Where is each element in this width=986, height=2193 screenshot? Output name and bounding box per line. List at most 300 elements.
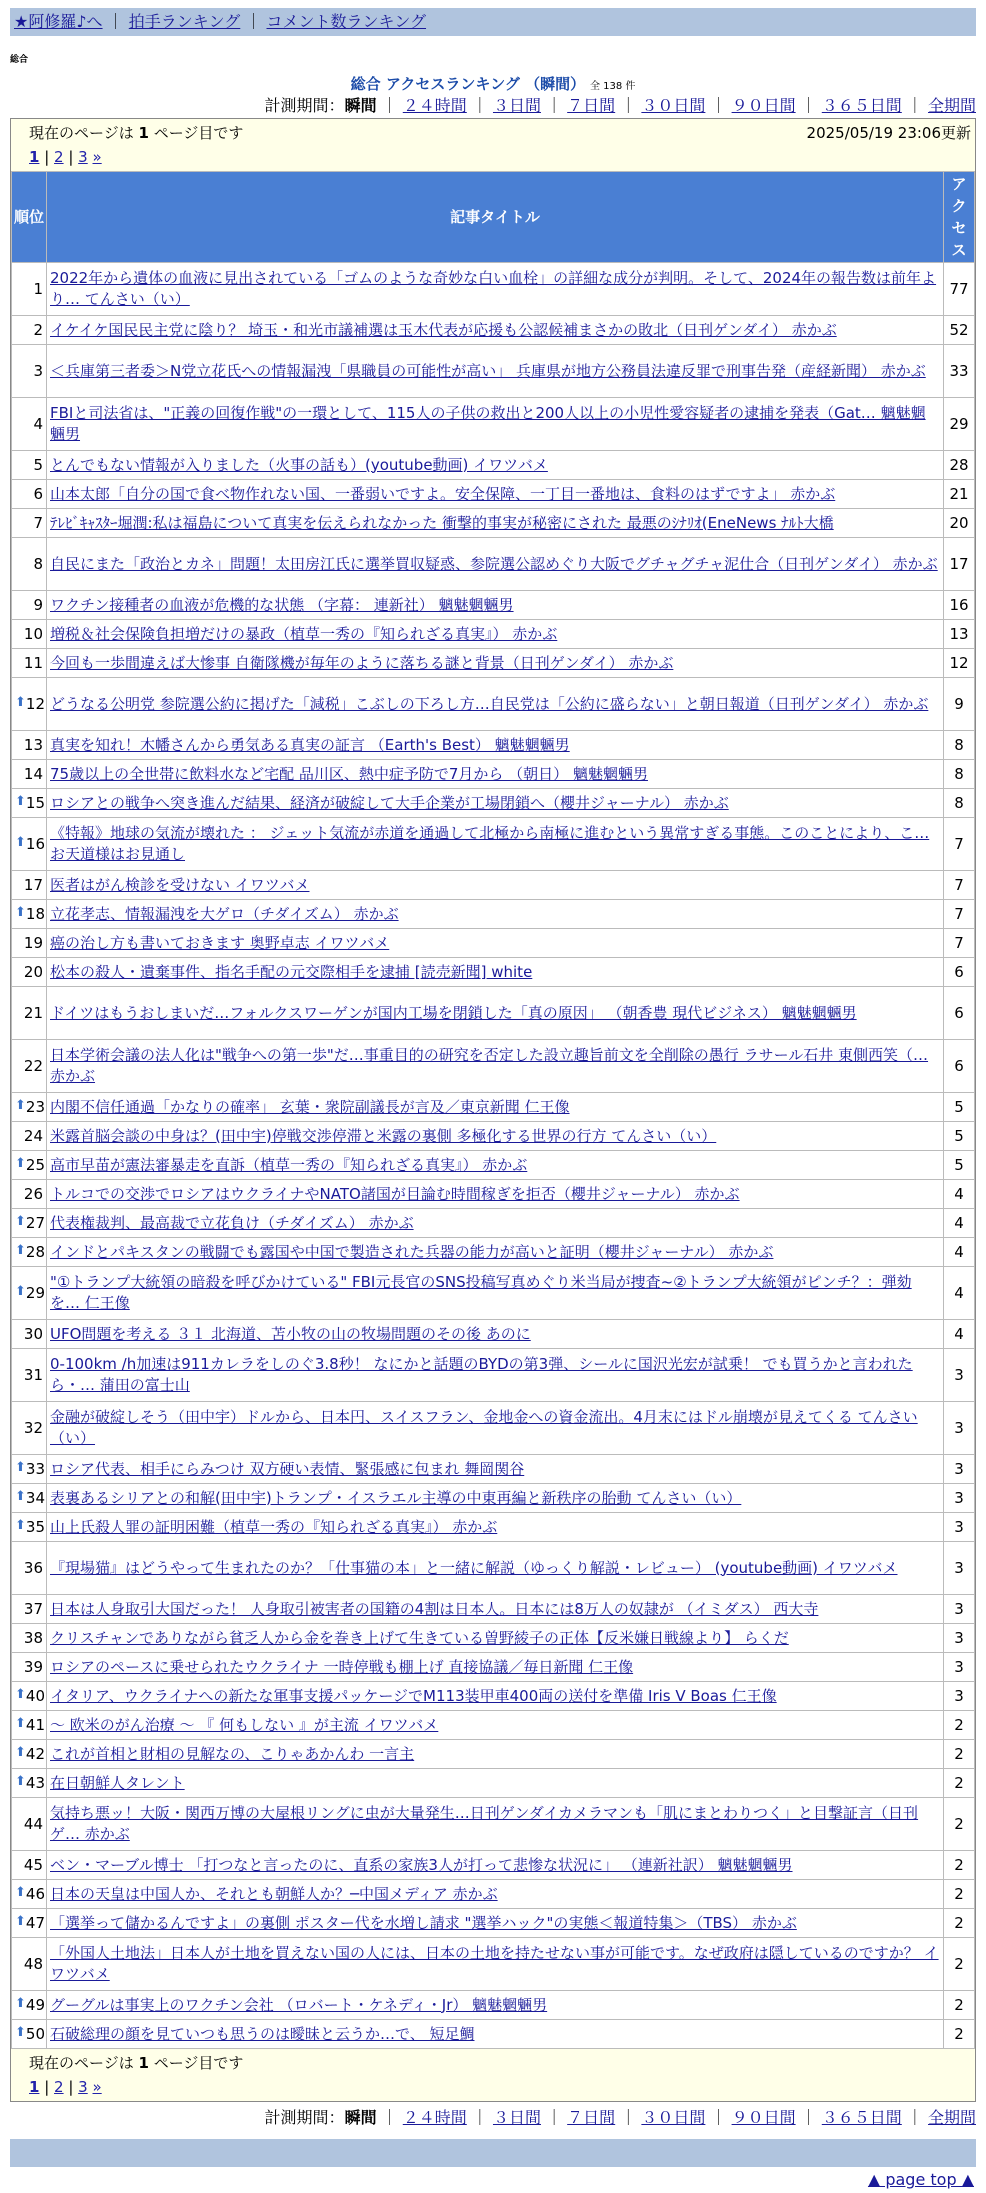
table-row (12, 1267, 975, 1320)
rank-cell (12, 1402, 47, 1455)
rank-number: 30 (23, 1325, 43, 1343)
period-link[interactable]: ９０日間 (731, 96, 796, 115)
title-cell (47, 2020, 944, 2049)
ranking-title: 総合 アクセスランキング （瞬間） (350, 75, 586, 93)
rank-cell (12, 1455, 47, 1484)
rank-number: 4 (33, 415, 43, 433)
rank-cell (12, 1798, 47, 1851)
table-row (12, 900, 975, 929)
home-link[interactable]: ★阿修羅♪へ (14, 12, 103, 31)
article-link[interactable]: どうなる公明党 参院選公約に掲げた「減税」こぶしの下ろし方…自民党は「公約に盛らない」と朝日報道（日刊ゲンダイ） 赤かぶ (50, 694, 929, 713)
access-count: 8 (944, 731, 975, 760)
title-cell (47, 900, 944, 929)
rank-cell (12, 1769, 47, 1798)
table-row (12, 1122, 975, 1151)
rank-cell (12, 451, 47, 480)
article-link[interactable]: 増税＆社会保険負担増だけの暴政（植草一秀の『知られざる真実』） 赤かぶ (50, 624, 558, 643)
table-row (12, 678, 975, 731)
pager-next-link[interactable]: » (92, 2078, 102, 2096)
access-count: 4 (944, 1209, 975, 1238)
title-cell (47, 1209, 944, 1238)
article-link[interactable]: 「外国人土地法」日本人が土地を買えない国の人には、日本の土地を持たせない事が可能です。なぜ政府は隠しているのですか？ イワツバメ (50, 1944, 939, 1983)
title-cell (47, 1267, 944, 1320)
rank-cell (12, 1513, 47, 1542)
applause-ranking-link[interactable]: 拍手ランキング (128, 12, 241, 31)
rank-cell (12, 2020, 47, 2049)
access-count: 6 (944, 1040, 975, 1093)
access-count: 7 (944, 818, 975, 871)
access-count: 6 (944, 987, 975, 1040)
table-row (12, 1180, 975, 1209)
rank-number: 34 (25, 1489, 45, 1507)
period-selector (10, 94, 976, 118)
rank-cell (12, 929, 47, 958)
rank-cell (12, 871, 47, 900)
rank-number: 48 (23, 1955, 43, 1973)
table-row (12, 1851, 975, 1880)
item-count: 全 138 件 (589, 81, 636, 92)
table-row (12, 1209, 975, 1238)
article-link[interactable]: 山本太郎「自分の国で食べ物作れない国、一番弱いですよ。安全保障、一丁目一番地は、食料のはずですよ」 赤かぶ (50, 484, 836, 503)
pager-next-link[interactable]: » (92, 148, 102, 166)
rank-number: 20 (23, 963, 43, 981)
period-link[interactable]: ３６５日間 (821, 2108, 902, 2127)
access-count: 5 (944, 1122, 975, 1151)
access-count: 4 (944, 1267, 975, 1320)
table-row (12, 1938, 975, 1991)
title-cell (47, 1513, 944, 1542)
rank-number: 26 (23, 1185, 43, 1203)
table-row (12, 451, 975, 480)
article-link[interactable]: 代表権裁判、最高裁で立花負け（チダイズム） 赤かぶ (50, 1213, 414, 1232)
title-cell (47, 1349, 944, 1402)
table-row (12, 1682, 975, 1711)
rank-cell (12, 1740, 47, 1769)
pager-separator: | (63, 2078, 79, 2096)
page-title (10, 74, 976, 94)
rank-cell (12, 1711, 47, 1740)
article-link[interactable]: 医者はがん検診を受けない イワツバメ (50, 875, 310, 894)
title-cell (47, 1238, 944, 1267)
article-link[interactable]: イタリア、ウクライナへの新たな軍事支援パッケージでM113装甲車400両の送付を準備 Iris V Boas 仁王像 (50, 1686, 777, 1705)
rank-number: 46 (25, 1885, 45, 1903)
title-cell (47, 1880, 944, 1909)
article-link[interactable]: 癌の治し方も書いておきます 奥野卓志 イワツバメ (50, 933, 390, 952)
article-link[interactable]: UFO問題を考える ３１ 北海道、苫小牧の山の牧場問題のその後 あのに (50, 1324, 531, 1343)
rank-number: 49 (25, 1996, 45, 2014)
pager-page-link[interactable]: 1 (29, 148, 40, 166)
rank-number: 22 (23, 1057, 43, 1075)
article-link[interactable]: ドイツはもうおしまいだ…フォルクスワーゲンが国内工場を閉鎖した「真の原因」 （朝香豊 現代ビジネス） 魑魅魍魎男 (50, 1003, 857, 1022)
access-count: 6 (944, 958, 975, 987)
pager-page-link[interactable]: 2 (54, 148, 64, 166)
table-row (12, 1653, 975, 1682)
article-link[interactable]: 立花孝志、情報漏洩を大ゲロ（チダイズム） 赤かぶ (50, 904, 399, 923)
table-row (12, 1909, 975, 1938)
table-row (12, 2020, 975, 2049)
pager-separator: | (39, 2078, 55, 2096)
period-separator: ｜ (466, 96, 493, 115)
access-count: 3 (944, 1653, 975, 1682)
page-top-link[interactable]: ▲ page top ▲ (867, 2170, 974, 2189)
table-row (12, 591, 975, 620)
access-count: 3 (944, 1349, 975, 1402)
title-cell (47, 987, 944, 1040)
article-link[interactable]: ﾃﾚﾋﾞｷｬｽﾀｰ堀潤:私は福島について真実を伝えられなかった 衝撃的事実が秘密にされた 最悪のｼﾅﾘｵ(EneNews ﾅﾙﾄ大橋 (50, 513, 834, 532)
pager-top (11, 119, 975, 171)
article-link[interactable]: 内閣不信任通過「かなりの確率」 玄葉・衆院副議長が言及／東京新聞 仁王像 (50, 1097, 570, 1116)
rank-number: 17 (23, 876, 43, 894)
title-cell (47, 1151, 944, 1180)
title-cell (47, 818, 944, 871)
article-link[interactable]: 表裏あるシリアとの和解(田中宇)トランプ・イスラエル主導の中東再編と新秩序の胎動 てんさい（い） (50, 1488, 742, 1507)
period-separator: ｜ (540, 2108, 568, 2127)
access-count: 29 (944, 398, 975, 451)
article-link[interactable]: 高市早苗が憲法審暴走を直訴（植草一秀の『知られざる真実』） 赤かぶ (50, 1155, 528, 1174)
rank-up-arrow-icon: ⬆ (15, 1774, 26, 1789)
title-cell (47, 1682, 944, 1711)
rank-number: 43 (25, 1774, 45, 1792)
period-selector-bottom (10, 2105, 976, 2131)
title-cell (47, 538, 944, 591)
rank-up-arrow-icon: ⬆ (15, 905, 26, 920)
article-link[interactable]: とんでもない情報が入りました（火事の話も）(youtube動画) イワツバメ (50, 455, 548, 474)
access-count: 21 (944, 480, 975, 509)
rank-up-arrow-icon: ⬆ (15, 1716, 26, 1731)
table-row (12, 1238, 975, 1267)
period-current: 瞬間 (344, 96, 377, 115)
table-row (12, 1349, 975, 1402)
title-cell (47, 1320, 944, 1349)
title-cell (47, 1484, 944, 1513)
pager-current-page: 1 (138, 124, 149, 142)
access-count: 77 (944, 263, 975, 316)
access-count: 13 (944, 620, 975, 649)
header-access: アクセス (944, 172, 975, 263)
rank-up-arrow-icon: ⬆ (15, 1996, 26, 2011)
rank-up-arrow-icon: ⬆ (15, 695, 26, 710)
period-label: 計測期間： (264, 96, 345, 115)
period-link[interactable]: 全期間 (927, 2108, 976, 2127)
article-link[interactable]: 在日朝鮮人タレント (50, 1773, 185, 1792)
rank-number: 23 (25, 1098, 45, 1116)
access-count: 5 (944, 1093, 975, 1122)
access-count: 5 (944, 1151, 975, 1180)
article-link[interactable]: ベン・マーブル博士 「打つなと言ったのに、直系の家族3人が打って悲惨な状況に」 （連新社訳） 魑魅魍魎男 (50, 1855, 793, 1874)
rank-up-arrow-icon: ⬆ (15, 1518, 26, 1533)
rank-cell (12, 1484, 47, 1513)
rank-number: 29 (25, 1284, 45, 1302)
article-link[interactable]: 石破総理の顔を見ていつも思うのは曖昧と云うか…で、 短足鯛 (50, 2024, 475, 2043)
period-separator: ｜ (376, 96, 403, 115)
access-count: 2 (944, 1991, 975, 2020)
table-row (12, 1542, 975, 1595)
rank-number: 25 (25, 1156, 45, 1174)
rank-up-arrow-icon: ⬆ (15, 1214, 26, 1229)
table-row (12, 871, 975, 900)
article-link[interactable]: 「選挙って儲かるんですよ」の裏側 ポスター代を水増し請求 "選挙ハック"の実態＜報道特集＞（TBS） 赤かぶ (50, 1913, 797, 1932)
title-cell (47, 789, 944, 818)
rank-cell (12, 263, 47, 316)
pager-links (29, 145, 975, 169)
table-row (12, 760, 975, 789)
rank-up-arrow-icon: ⬆ (15, 1687, 26, 1702)
rank-number: 35 (25, 1518, 45, 1536)
table-row (12, 1455, 975, 1484)
article-link[interactable]: イケイケ国民民主党に陰り？ 埼玉・和光市議補選は玉木代表が応援も公認候補まさかの敗北（日刊ゲンダイ） 赤かぶ (50, 320, 837, 339)
access-count: 2 (944, 1740, 975, 1769)
rank-cell (12, 1938, 47, 1991)
title-cell (47, 263, 944, 316)
article-link[interactable]: 75歳以上の全世帯に飲料水など宅配 品川区、熱中症予防で7月から （朝日） 魑魅魍魎男 (50, 764, 648, 783)
rank-up-arrow-icon: ⬆ (15, 1914, 26, 1929)
period-link[interactable]: ３６５日間 (821, 96, 902, 115)
article-link[interactable]: グーグルは事実上のワクチン会社 （ロバート・ケネディ・Jr） 魑魅魍魎男 (50, 1995, 548, 2014)
title-cell (47, 958, 944, 987)
rank-cell (12, 1122, 47, 1151)
access-count: 2 (944, 1851, 975, 1880)
rank-number: 5 (33, 456, 43, 474)
article-link[interactable]: これが首相と財相の見解なの、こりゃあかんわ 一言主 (50, 1744, 415, 1763)
period-link[interactable]: ２４時間 (402, 96, 467, 115)
table-row (12, 789, 975, 818)
rank-up-arrow-icon: ⬆ (15, 835, 26, 850)
table-row (12, 987, 975, 1040)
rank-up-arrow-icon: ⬆ (15, 1885, 26, 1900)
period-link[interactable]: ７日間 (567, 2108, 616, 2127)
article-link[interactable]: ～ 欧米のがん治療 ～ 『 何もしない 』が主流 イワツバメ (50, 1715, 439, 1734)
period-label: 計測期間： (264, 2108, 345, 2127)
rank-number: 21 (23, 1004, 43, 1022)
rank-number: 11 (23, 654, 43, 672)
pager-page-link[interactable]: 3 (78, 148, 88, 166)
table-row (12, 538, 975, 591)
table-row (12, 263, 975, 316)
table-row (12, 929, 975, 958)
rank-number: 16 (25, 835, 45, 853)
article-link[interactable]: クリスチャンでありながら貧乏人から金を巻き上げて生きている曽野綾子の正体【反米嫌日戦線より】 らくだ (50, 1628, 789, 1647)
comment-ranking-link[interactable]: コメント数ランキング (266, 12, 427, 31)
access-count: 2 (944, 2020, 975, 2049)
rank-up-arrow-icon: ⬆ (15, 1243, 26, 1258)
nav-separator: ｜ (245, 12, 262, 31)
title-cell (47, 1711, 944, 1740)
article-link[interactable]: FBIと司法省は、"正義の回復作戦"の一環として、115人の子供の救出と200人以上の小児性愛容疑者の逮捕を発表（Gat… 魑魅魍魎男 (50, 404, 926, 443)
table-row (12, 1740, 975, 1769)
pager-page-link[interactable]: 1 (29, 2078, 40, 2096)
period-separator: ｜ (705, 96, 732, 115)
period-link[interactable]: ３０日間 (641, 2108, 706, 2127)
access-count: 2 (944, 1909, 975, 1938)
rank-cell (12, 987, 47, 1040)
table-row (12, 1711, 975, 1740)
rank-cell (12, 1040, 47, 1093)
period-current: 瞬間 (344, 2108, 377, 2127)
pager-text-pre: 現在のページは (29, 124, 134, 142)
article-link[interactable]: "①トランプ大統領の暗殺を呼びかけている" FBI元長官のSNS投稿写真めぐり米当局が捜査~②トランプ大統領がピンチ？：弾劾を… 仁王像 (50, 1273, 912, 1312)
pager-page-link[interactable]: 2 (54, 2078, 64, 2096)
article-link[interactable]: 金融が破綻しそう（田中宇）ドルから、日本円、スイスフラン、金地金への資金流出。4月末にはドル崩壊が見えてくる てんさい（い） (50, 1408, 918, 1447)
article-link[interactable]: 日本の天皇は中国人か、それとも朝鮮人か？─中国メディア 赤かぶ (50, 1884, 498, 1903)
rank-up-arrow-icon: ⬆ (15, 2025, 26, 2040)
table-row (12, 818, 975, 871)
rank-cell (12, 591, 47, 620)
rank-number: 47 (25, 1914, 45, 1932)
period-separator: ｜ (466, 2108, 493, 2127)
top-nav-bar (10, 8, 976, 36)
article-link[interactable]: 日本は人身取引大国だった！ 人身取引被害者の国籍の4割は日本人。日本には8万人の奴隷が （イミダス） 西大寺 (50, 1599, 819, 1618)
access-count: 3 (944, 1402, 975, 1455)
title-cell (47, 480, 944, 509)
rank-number: 37 (23, 1600, 43, 1618)
access-count: 3 (944, 1484, 975, 1513)
table-row (12, 1484, 975, 1513)
access-count: 28 (944, 451, 975, 480)
rank-number: 1 (33, 280, 43, 298)
article-link[interactable]: 2022年から遺体の血液に見出されている「ゴムのような奇妙な白い血栓」の詳細な成分が判明。そして、2024年の報告数は前年より… てんさい（い） (50, 269, 937, 308)
rank-cell (12, 1267, 47, 1320)
period-link[interactable]: ３日間 (492, 96, 541, 115)
article-link[interactable]: 気持ち悪ッ！大阪・関西万博の大屋根リングに虫が大量発生…日刊ゲンダイカメラマンも「肌にまとわりつく」と目撃証言（日刊ゲ… 赤かぶ (50, 1804, 919, 1843)
access-count: 9 (944, 678, 975, 731)
title-cell (47, 1180, 944, 1209)
rank-cell (12, 1151, 47, 1180)
rank-cell (12, 620, 47, 649)
title-cell (47, 1595, 944, 1624)
rank-number: 28 (25, 1243, 45, 1261)
article-link[interactable]: 今回も一歩間違えば大惨事 自衛隊機が毎年のように落ちる謎と背景（日刊ゲンダイ） 赤かぶ (50, 653, 674, 672)
title-cell (47, 1938, 944, 1991)
rank-cell (12, 760, 47, 789)
article-link[interactable]: ワクチン接種者の血液が危機的な状態 （字幕： 連新社） 魑魅魍魎男 (50, 595, 514, 614)
rank-cell (12, 480, 47, 509)
table-row (12, 1880, 975, 1909)
access-count: 2 (944, 1769, 975, 1798)
article-link[interactable]: ロシアとの戦争へ突き進んだ結果、経済が破綻して大手企業が工場閉鎖へ（櫻井ジャーナル） 赤かぶ (50, 793, 729, 812)
pager-separator: | (39, 148, 55, 166)
pager-text-pre: 現在のページは (29, 2054, 134, 2072)
article-link[interactable]: トルコでの交渉でロシアはウクライナやNATO諸国が目論む時間稼ぎを拒否（櫻井ジャーナル） 赤かぶ (50, 1184, 740, 1203)
title-cell (47, 1624, 944, 1653)
table-row (12, 958, 975, 987)
access-count: 20 (944, 509, 975, 538)
period-link[interactable]: ７日間 (567, 96, 616, 115)
rank-number: 8 (33, 555, 43, 573)
period-link[interactable]: ２４時間 (402, 2108, 467, 2127)
period-separator: ｜ (705, 2108, 732, 2127)
rank-number: 40 (25, 1687, 45, 1705)
access-count: 2 (944, 1880, 975, 1909)
rank-number: 6 (33, 485, 43, 503)
title-cell (47, 451, 944, 480)
table-row (12, 1798, 975, 1851)
period-separator: ｜ (615, 2108, 642, 2127)
rank-cell (12, 958, 47, 987)
article-link[interactable]: 米露首脳会談の中身は？(田中宇)停戦交渉停滞と米露の裏側 多極化する世界の行方 てんさい（い） (50, 1126, 717, 1145)
rank-number: 38 (23, 1629, 43, 1647)
table-row (12, 345, 975, 398)
rank-cell (12, 731, 47, 760)
article-link[interactable]: 自民にまた「政治とカネ」問題！太田房江氏に選挙買収疑惑、参院選公認めぐり大阪でグチャグチャ泥仕合（日刊ゲンダイ） 赤かぶ (50, 554, 938, 573)
title-cell (47, 871, 944, 900)
access-count: 52 (944, 316, 975, 345)
rank-cell (12, 818, 47, 871)
rank-number: 42 (25, 1745, 45, 1763)
period-link[interactable]: ３０日間 (641, 96, 706, 115)
access-count: 7 (944, 929, 975, 958)
access-count: 3 (944, 1513, 975, 1542)
article-link[interactable]: インドとパキスタンの戦闘でも露国や中国で製造された兵器の能力が高いと証明（櫻井ジャーナル） 赤かぶ (50, 1242, 774, 1261)
article-link[interactable]: 0-100km /h加速は911カレラをしのぐ3.8秒！ なにかと話題のBYDの第3弾、シールに国沢光宏が試乗！ でも買うかと言われたら・… 蒲田の富士山 (50, 1355, 913, 1394)
article-link[interactable]: 日本学術会議の法人化は"戦争への第一歩"だ…事重目的の研究を否定した設立趣旨前文を全削除の愚行 ラサール石井 東側西笑（… 赤かぶ (50, 1046, 929, 1085)
title-cell (47, 316, 944, 345)
header-title: 記事タイトル (47, 172, 944, 263)
rank-cell (12, 649, 47, 678)
period-link[interactable]: ９０日間 (731, 2108, 796, 2127)
article-link[interactable]: 真実を知れ！木幡さんから勇気ある真実の証言 （Earth's Best） 魑魅魍魎男 (50, 735, 570, 754)
pager-current-page: 1 (138, 2054, 149, 2072)
access-count: 17 (944, 538, 975, 591)
title-cell (47, 1909, 944, 1938)
rank-number: 36 (23, 1559, 43, 1577)
rank-cell (12, 345, 47, 398)
article-link[interactable]: 山上氏殺人罪の証明困難（植草一秀の『知られざる真実』） 赤かぶ (50, 1517, 498, 1536)
ranking-table (11, 171, 975, 2049)
rank-up-arrow-icon: ⬆ (15, 1745, 26, 1760)
rank-cell (12, 509, 47, 538)
rank-cell (12, 538, 47, 591)
title-cell (47, 1798, 944, 1851)
rank-cell (12, 1542, 47, 1595)
rank-number: 27 (25, 1214, 45, 1232)
rank-cell (12, 316, 47, 345)
access-count: 4 (944, 1180, 975, 1209)
title-cell (47, 1851, 944, 1880)
article-link[interactable]: 《特報》地球の気流が壊れた ： ジェット気流が赤道を通過して北極から南極に進むという異常すぎる事態。このことにより、こ… お天道様はお見通し (50, 824, 930, 863)
title-cell (47, 1769, 944, 1798)
table-row (12, 1513, 975, 1542)
access-count: 4 (944, 1238, 975, 1267)
rank-number: 24 (23, 1127, 43, 1145)
pager-page-link[interactable]: 3 (78, 2078, 88, 2096)
rank-up-arrow-icon: ⬆ (15, 1098, 26, 1113)
ranking-box (10, 118, 976, 2102)
title-cell (47, 1402, 944, 1455)
article-link[interactable]: 松本の殺人・遺棄事件、指名手配の元交際相手を逮捕 [読売新聞] white (50, 962, 533, 981)
title-cell (47, 929, 944, 958)
period-link[interactable]: ３日間 (492, 2108, 541, 2127)
table-row (12, 509, 975, 538)
article-link[interactable]: ＜兵庫第三者委＞N党立花氏への情報漏洩「県職員の可能性が高い」 兵庫県が地方公務員法違反罪で刑事告発（産経新聞） 赤かぶ (50, 361, 926, 380)
rank-up-arrow-icon: ⬆ (15, 1460, 26, 1475)
period-separator: ｜ (901, 2108, 928, 2127)
period-separator: ｜ (376, 2108, 403, 2127)
nav-separator: ｜ (107, 12, 124, 31)
access-count: 33 (944, 345, 975, 398)
rank-cell (12, 1320, 47, 1349)
rank-cell (12, 1093, 47, 1122)
period-link[interactable]: 全期間 (927, 96, 976, 115)
rank-number: 41 (25, 1716, 45, 1734)
article-link[interactable]: ロシア代表、相手にらみつけ 双方硬い表情、緊張感に包まれ 舞岡関谷 (50, 1459, 525, 1478)
article-link[interactable]: ロシアのペースに乗せられたウクライナ 一時停戦も棚上げ 直接協議／毎日新聞 仁王像 (50, 1657, 634, 1676)
rank-cell (12, 1851, 47, 1880)
rank-up-arrow-icon: ⬆ (15, 794, 26, 809)
article-link[interactable]: 『現場猫』はどうやって生まれたのか？「仕事猫の本」と一緒に解説（ゆっくり解説・レビュー） (youtube動画) イワツバメ (50, 1558, 898, 1577)
rank-up-arrow-icon: ⬆ (15, 1284, 26, 1299)
pager-links (29, 2075, 975, 2099)
title-cell (47, 509, 944, 538)
